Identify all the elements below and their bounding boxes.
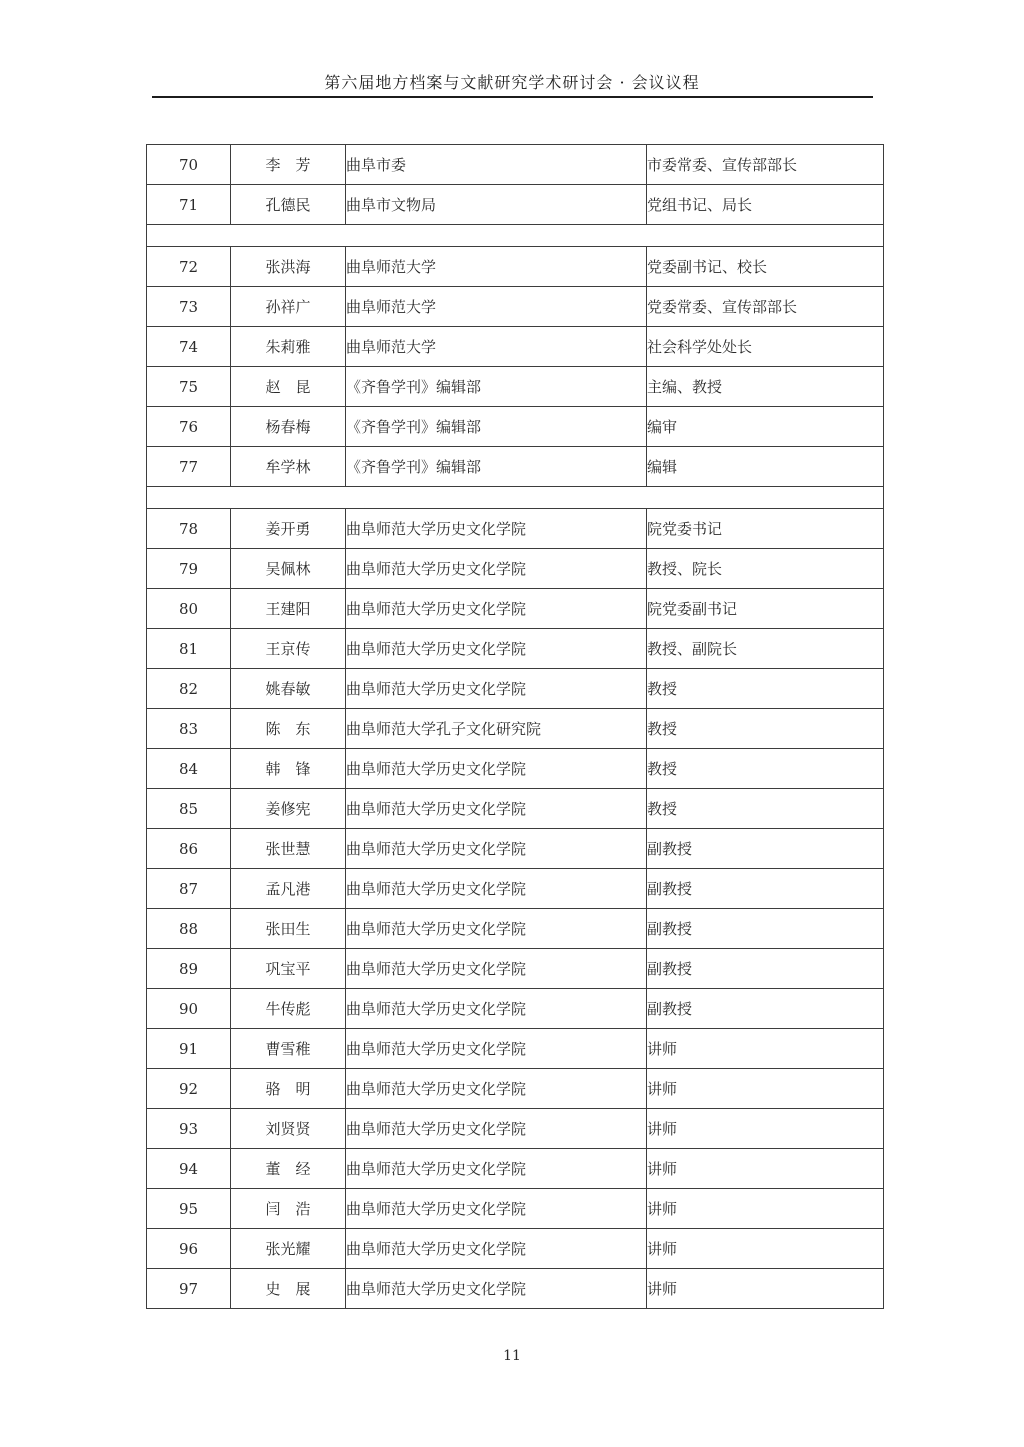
cell-position: 教授 [647,669,884,709]
cell-position: 党委常委、宣传部部长 [647,287,884,327]
table-row [147,669,884,709]
cell-number: 87 [147,869,231,909]
cell-organization: 曲阜师范大学历史文化学院 [346,669,647,709]
cell-organization: 曲阜师范大学历史文化学院 [346,509,647,549]
cell-name: 韩 锋 [231,749,346,789]
cell-position: 院党委书记 [647,509,884,549]
table-row [147,1029,884,1069]
cell-position: 讲师 [647,1029,884,1069]
cell-organization: 曲阜师范大学历史文化学院 [346,949,647,989]
cell-organization: 曲阜师范大学历史文化学院 [346,1269,647,1309]
cell-number: 74 [147,327,231,367]
cell-name: 姜修宪 [231,789,346,829]
cell-number: 93 [147,1109,231,1149]
cell-name: 骆 明 [231,1069,346,1109]
cell-name: 朱莉雅 [231,327,346,367]
cell-name: 刘贤贤 [231,1109,346,1149]
cell-name: 张世慧 [231,829,346,869]
cell-number: 81 [147,629,231,669]
table-row [147,949,884,989]
cell-name: 张光耀 [231,1229,346,1269]
cell-number: 89 [147,949,231,989]
cell-position: 讲师 [647,1269,884,1309]
table-row [147,749,884,789]
cell-position: 教授 [647,749,884,789]
cell-organization: 曲阜师范大学历史文化学院 [346,1109,647,1149]
table-row [147,1149,884,1189]
table-row [147,1229,884,1269]
cell-name: 孟凡港 [231,869,346,909]
cell-name: 吴佩林 [231,549,346,589]
cell-number: 84 [147,749,231,789]
cell-number: 97 [147,1269,231,1309]
cell-number: 71 [147,185,231,225]
cell-organization: 曲阜师范大学历史文化学院 [346,909,647,949]
cell-number: 94 [147,1149,231,1189]
table-row [147,629,884,669]
cell-name: 史 展 [231,1269,346,1309]
cell-organization: 曲阜师范大学历史文化学院 [346,1189,647,1229]
cell-organization: 曲阜师范大学历史文化学院 [346,749,647,789]
table-row [147,367,884,407]
table-row [147,1109,884,1149]
cell-number: 75 [147,367,231,407]
cell-organization: 曲阜师范大学 [346,247,647,287]
cell-number: 77 [147,447,231,487]
table-row [147,447,884,487]
cell-position: 讲师 [647,1189,884,1229]
cell-organization: 曲阜师范大学历史文化学院 [346,589,647,629]
cell-position: 讲师 [647,1149,884,1189]
cell-position: 副教授 [647,869,884,909]
cell-number: 79 [147,549,231,589]
spacer-cell [147,225,884,247]
cell-position: 教授 [647,789,884,829]
cell-name: 曹雪稚 [231,1029,346,1069]
cell-organization: 曲阜师范大学历史文化学院 [346,1069,647,1109]
table-row [147,549,884,589]
table-row [147,909,884,949]
table-row [147,709,884,749]
cell-organization: 曲阜师范大学历史文化学院 [346,629,647,669]
cell-name: 姜开勇 [231,509,346,549]
cell-position: 编审 [647,407,884,447]
cell-name: 董 经 [231,1149,346,1189]
cell-organization: 曲阜师范大学历史文化学院 [346,1149,647,1189]
cell-number: 91 [147,1029,231,1069]
cell-number: 70 [147,145,231,185]
spacer-cell [147,487,884,509]
cell-number: 80 [147,589,231,629]
cell-position: 教授、院长 [647,549,884,589]
cell-organization: 曲阜师范大学 [346,287,647,327]
cell-number: 86 [147,829,231,869]
cell-organization: 曲阜师范大学历史文化学院 [346,549,647,589]
spacer-row [147,487,884,509]
cell-name: 李 芳 [231,145,346,185]
cell-number: 85 [147,789,231,829]
spacer-row [147,225,884,247]
cell-number: 73 [147,287,231,327]
cell-number: 72 [147,247,231,287]
cell-name: 巩宝平 [231,949,346,989]
cell-number: 95 [147,1189,231,1229]
cell-organization: 曲阜师范大学历史文化学院 [346,869,647,909]
cell-name: 陈 东 [231,709,346,749]
table-row [147,247,884,287]
cell-name: 赵 昆 [231,367,346,407]
cell-organization: 曲阜市文物局 [346,185,647,225]
cell-position: 讲师 [647,1229,884,1269]
header-rule [152,96,873,98]
table-row [147,1069,884,1109]
cell-position: 市委常委、宣传部部长 [647,145,884,185]
cell-name: 王京传 [231,629,346,669]
page-number: 11 [503,1348,521,1364]
cell-name: 姚春敏 [231,669,346,709]
cell-organization: 《齐鲁学刊》编辑部 [346,367,647,407]
table-row [147,1269,884,1309]
table-row [147,789,884,829]
cell-organization: 曲阜师范大学历史文化学院 [346,989,647,1029]
cell-organization: 曲阜师范大学历史文化学院 [346,829,647,869]
attendee-table [146,144,884,1309]
cell-organization: 曲阜师范大学历史文化学院 [346,789,647,829]
cell-position: 教授 [647,709,884,749]
cell-name: 张田生 [231,909,346,949]
cell-position: 社会科学处处长 [647,327,884,367]
cell-organization: 曲阜师范大学历史文化学院 [346,1229,647,1269]
cell-position: 讲师 [647,1109,884,1149]
cell-number: 88 [147,909,231,949]
cell-organization: 曲阜师范大学 [346,327,647,367]
cell-organization: 《齐鲁学刊》编辑部 [346,447,647,487]
cell-name: 孙祥广 [231,287,346,327]
table-row [147,869,884,909]
cell-position: 院党委副书记 [647,589,884,629]
table-row [147,185,884,225]
cell-position: 党委副书记、校长 [647,247,884,287]
cell-name: 闫 浩 [231,1189,346,1229]
cell-position: 教授、副院长 [647,629,884,669]
cell-position: 编辑 [647,447,884,487]
cell-organization: 《齐鲁学刊》编辑部 [346,407,647,447]
cell-number: 96 [147,1229,231,1269]
cell-name: 牛传彪 [231,989,346,1029]
cell-number: 92 [147,1069,231,1109]
cell-name: 孔德民 [231,185,346,225]
table-row [147,327,884,367]
cell-number: 82 [147,669,231,709]
cell-number: 83 [147,709,231,749]
cell-organization: 曲阜师范大学历史文化学院 [346,1029,647,1069]
cell-name: 张洪海 [231,247,346,287]
cell-name: 牟学林 [231,447,346,487]
cell-position: 副教授 [647,909,884,949]
cell-number: 76 [147,407,231,447]
cell-name: 杨春梅 [231,407,346,447]
cell-position: 党组书记、局长 [647,185,884,225]
page-title: 第六届地方档案与文献研究学术研讨会 · 会议议程 [324,73,700,92]
table-row [147,989,884,1029]
cell-number: 90 [147,989,231,1029]
table-row [147,509,884,549]
cell-name: 王建阳 [231,589,346,629]
cell-position: 副教授 [647,829,884,869]
cell-position: 副教授 [647,949,884,989]
table-row [147,287,884,327]
cell-position: 主编、教授 [647,367,884,407]
cell-number: 78 [147,509,231,549]
cell-position: 讲师 [647,1069,884,1109]
table-row [147,589,884,629]
cell-position: 副教授 [647,989,884,1029]
cell-organization: 曲阜师范大学孔子文化研究院 [346,709,647,749]
table-row [147,829,884,869]
table-row [147,1189,884,1229]
table-row [147,145,884,185]
cell-organization: 曲阜市委 [346,145,647,185]
table-row [147,407,884,447]
